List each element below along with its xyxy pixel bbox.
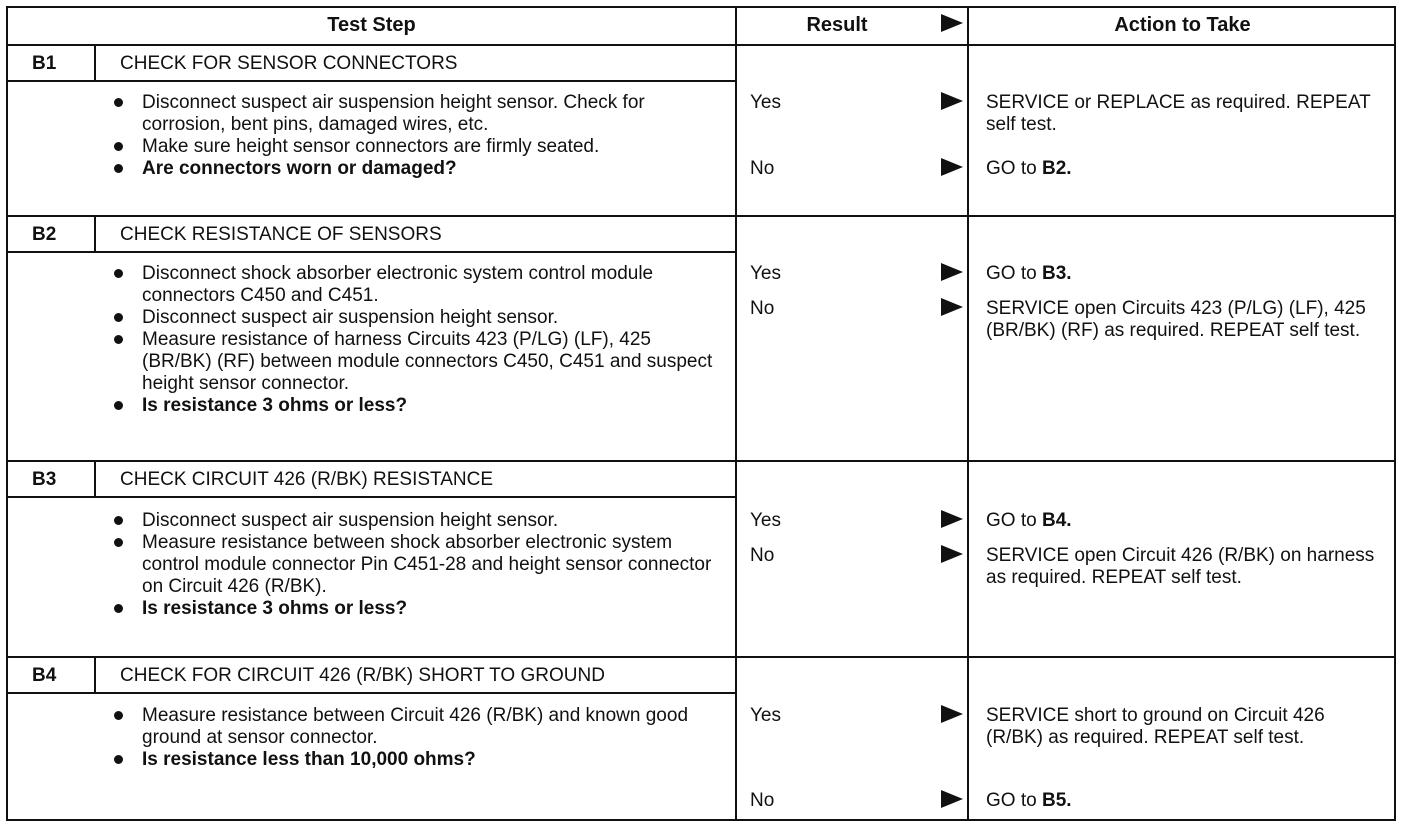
result-arrow-icon (941, 705, 963, 723)
step-bullets (108, 92, 713, 180)
title-rule (8, 496, 737, 498)
action-text: SERVICE open Circuit 426 (R/BK) on harness as required. REPEAT self test. (986, 545, 1375, 588)
result-label: No (750, 545, 775, 566)
step-id: B4 (32, 665, 57, 686)
bullet-item: Measure resistance between shock absorber electronic system control module connector Pin C451-28 and height sensor connector on Circuit 426 (R/BK). (108, 532, 713, 598)
id-divider (94, 217, 96, 251)
result-label: Yes (750, 92, 781, 113)
result-label: No (750, 158, 775, 179)
result-label: No (750, 790, 775, 811)
id-divider (94, 46, 96, 80)
id-divider (94, 462, 96, 496)
step-bullets (108, 263, 713, 417)
column-divider (735, 8, 737, 819)
action-text: SERVICE short to ground on Circuit 426 (R/BK) as required. REPEAT self test. (986, 705, 1325, 748)
bullet-question: Is resistance 3 ohms or less? (108, 395, 713, 417)
result-label: Yes (750, 263, 781, 284)
step-title: CHECK RESISTANCE OF SENSORS (120, 224, 442, 245)
action-text: SERVICE or REPLACE as required. REPEAT self test. (986, 92, 1371, 135)
bullet-question: Is resistance less than 10,000 ohms? (108, 749, 713, 771)
section-rule (8, 215, 1394, 217)
step-bullets (108, 705, 713, 771)
step-id: B2 (32, 224, 57, 245)
action-text: GO to B3. (986, 263, 1072, 284)
result-arrow-icon (941, 510, 963, 528)
bullet-item: Disconnect suspect air suspension height sensor. (108, 307, 713, 329)
step-title: CHECK FOR CIRCUIT 426 (R/BK) SHORT TO GROUND (120, 665, 605, 686)
header-test-step: Test Step (327, 14, 416, 36)
step-bullets (108, 510, 713, 620)
id-divider (94, 658, 96, 692)
bullet-item: Disconnect suspect air suspension height sensor. Check for corrosion, bent pins, damaged wires, etc. (108, 92, 713, 136)
header-arrow-icon (941, 14, 963, 32)
action-text: GO to B4. (986, 510, 1072, 531)
action-text: GO to B2. (986, 158, 1072, 179)
header-action: Action to Take (1114, 14, 1251, 36)
header-result: Result (806, 14, 868, 36)
result-arrow-icon (941, 92, 963, 110)
header-rule (8, 44, 1394, 46)
diagnostic-table (6, 6, 1396, 821)
result-label: Yes (750, 705, 781, 726)
result-arrow-icon (941, 298, 963, 316)
title-rule (8, 692, 737, 694)
bullet-item: Measure resistance of harness Circuits 423 (P/LG) (LF), 425 (BR/BK) (RF) between module connectors C450, C451 and suspect height sensor connector. (108, 329, 713, 395)
bullet-question: Is resistance 3 ohms or less? (108, 598, 713, 620)
result-arrow-icon (941, 263, 963, 281)
step-title: CHECK CIRCUIT 426 (R/BK) RESISTANCE (120, 469, 494, 490)
section-rule (8, 460, 1394, 462)
step-title: CHECK FOR SENSOR CONNECTORS (120, 53, 458, 74)
bullet-item: Make sure height sensor connectors are firmly seated. (108, 136, 713, 158)
column-divider (967, 8, 969, 819)
action-text: SERVICE open Circuits 423 (P/LG) (LF), 425 (BR/BK) (RF) as required. REPEAT self test. (986, 298, 1366, 341)
title-rule (8, 251, 737, 253)
result-label: Yes (750, 510, 781, 531)
result-arrow-icon (941, 545, 963, 563)
action-text: GO to B5. (986, 790, 1072, 811)
bullet-item: Disconnect shock absorber electronic system control module connectors C450 and C451. (108, 263, 713, 307)
bullet-item: Measure resistance between Circuit 426 (R/BK) and known good ground at sensor connector. (108, 705, 713, 749)
title-rule (8, 80, 737, 82)
result-arrow-icon (941, 790, 963, 808)
result-arrow-icon (941, 158, 963, 176)
result-label: No (750, 298, 775, 319)
step-id: B3 (32, 469, 57, 490)
step-id: B1 (32, 53, 57, 74)
section-rule (8, 656, 1394, 658)
bullet-item: Disconnect suspect air suspension height sensor. (108, 510, 713, 532)
bullet-question: Are connectors worn or damaged? (108, 158, 713, 180)
